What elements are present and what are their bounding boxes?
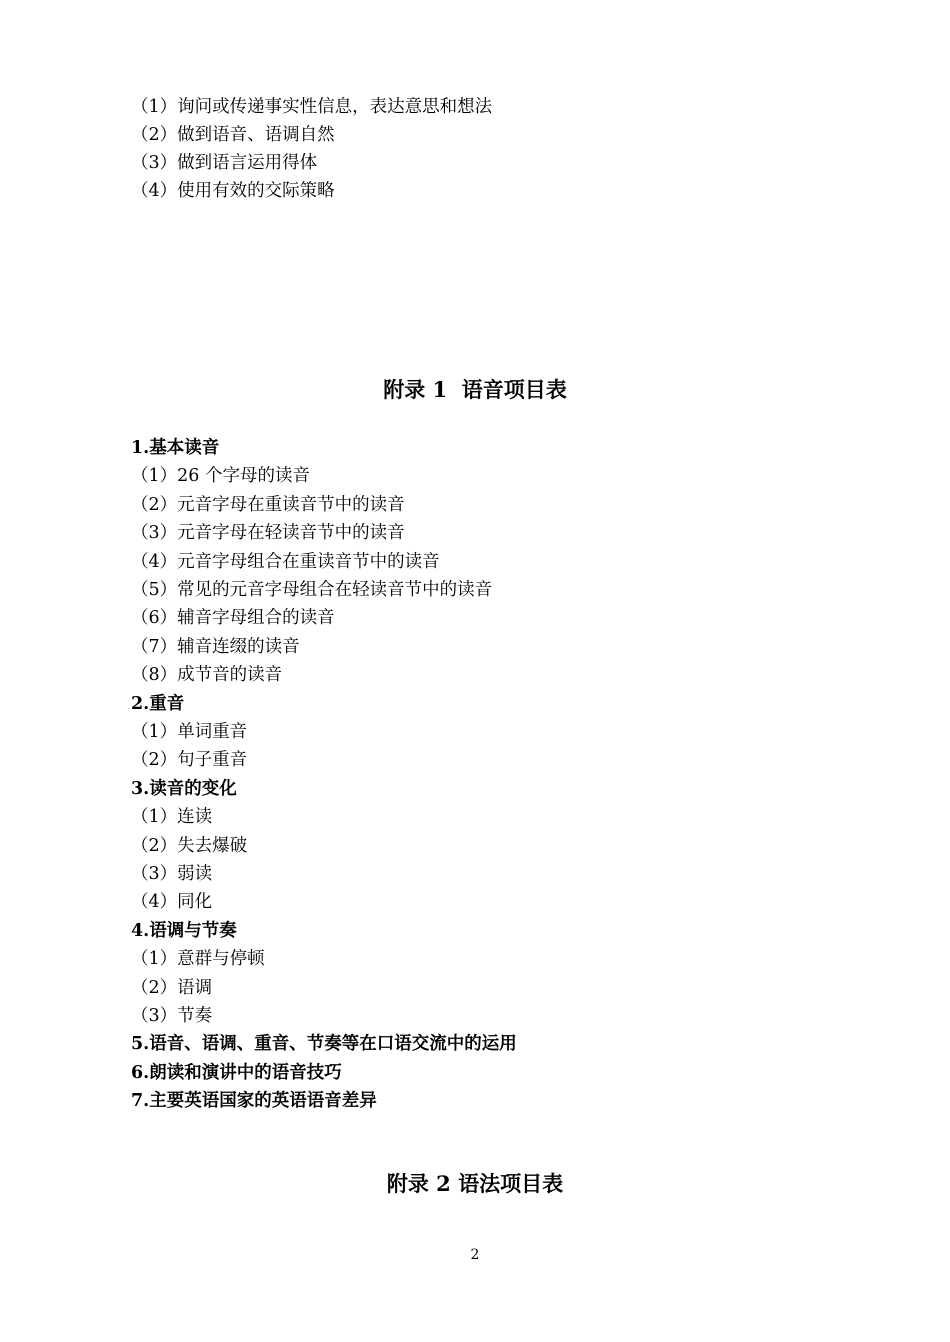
- list-item: （4）同化: [131, 892, 213, 913]
- section-heading: 1.基本读音: [131, 438, 220, 458]
- list-item: （4）元音字母组合在重读音节中的读音: [131, 551, 440, 572]
- section-heading: 3.读音的变化: [131, 778, 237, 799]
- intro-list-item: （3）做到语言运用得体: [131, 153, 318, 173]
- list-item: （2）失去爆破: [131, 835, 248, 856]
- list-item: （1）意群与停顿: [131, 949, 265, 970]
- list-item: （2）句子重音: [131, 750, 248, 771]
- list-item: （5）常见的元音字母组合在轻读音节中的读音: [131, 580, 493, 600]
- appendix1-title: 附录 1 语音项目表: [383, 377, 567, 402]
- list-item: （7）辅音连缀的读音: [131, 636, 300, 657]
- list-item: （3）元音字母在轻读音节中的读音: [131, 523, 405, 544]
- appendix2-title: 附录 2 语法项目表: [386, 1171, 564, 1196]
- list-item: （3）弱读: [131, 864, 213, 884]
- intro-list-item: （2）做到语音、语调自然: [131, 125, 335, 145]
- list-item: （2）元音字母在重读音节中的读音: [131, 494, 405, 515]
- list-item: （1）单词重音: [131, 722, 248, 742]
- section-heading: 4.语调与节奏: [131, 920, 237, 941]
- list-item: （3）节奏: [131, 1006, 213, 1026]
- section-heading: 7.主要英语国家的英语语音差异: [131, 1091, 377, 1112]
- section-heading: 5.语音、语调、重音、节奏等在口语交流中的运用: [131, 1034, 517, 1055]
- list-item: （1）26 个字母的读音: [131, 466, 310, 487]
- intro-list-item: （4）使用有效的交际策略: [131, 181, 335, 201]
- section-heading: 2.重音: [131, 693, 185, 714]
- list-item: （2）语调: [131, 977, 213, 998]
- list-item: （1）连读: [131, 807, 213, 828]
- section-heading: 6.朗读和演讲中的语音技巧: [131, 1062, 342, 1083]
- list-item: （8）成节音的读音: [131, 665, 283, 686]
- page-number: 2: [470, 1247, 480, 1263]
- intro-list-item: （1）询问或传递事实性信息，表达意思和想法: [131, 97, 493, 117]
- list-item: （6）辅音字母组合的读音: [131, 608, 335, 629]
